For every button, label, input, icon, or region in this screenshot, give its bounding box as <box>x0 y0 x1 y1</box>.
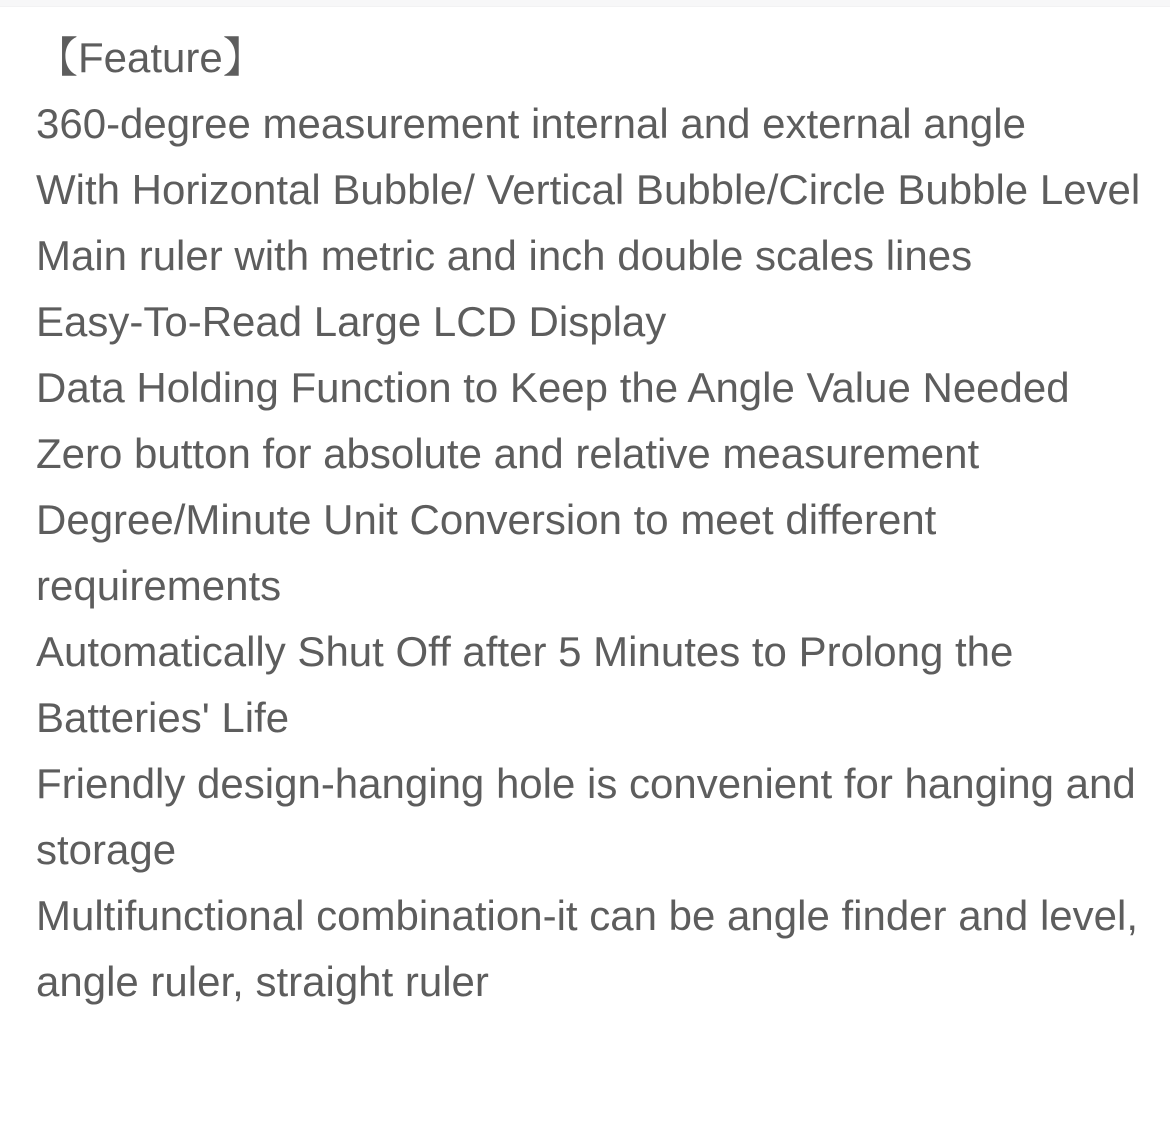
feature-item: Multifunctional combination-it can be angle finder and level, angle ruler, straight ruler <box>36 892 1138 1005</box>
feature-item: Friendly design-hanging hole is convenient for hanging and storage <box>36 760 1136 873</box>
top-divider <box>0 0 1170 7</box>
feature-item: Easy-To-Read Large LCD Display <box>36 298 667 345</box>
feature-item: Zero button for absolute and relative measurement <box>36 430 980 477</box>
feature-section <box>0 7 1170 1015</box>
feature-heading: 【Feature】 <box>36 34 265 81</box>
feature-item: With Horizontal Bubble/ Vertical Bubble/Circle Bubble Level <box>36 166 1141 213</box>
feature-item: 360-degree measurement internal and external angle <box>36 100 1026 147</box>
feature-item: Main ruler with metric and inch double scales lines <box>36 232 973 279</box>
feature-item: Automatically Shut Off after 5 Minutes to Prolong the Batteries' Life <box>36 628 1014 741</box>
feature-item: Degree/Minute Unit Conversion to meet different requirements <box>36 496 937 609</box>
feature-item: Data Holding Function to Keep the Angle Value Needed <box>36 364 1070 411</box>
